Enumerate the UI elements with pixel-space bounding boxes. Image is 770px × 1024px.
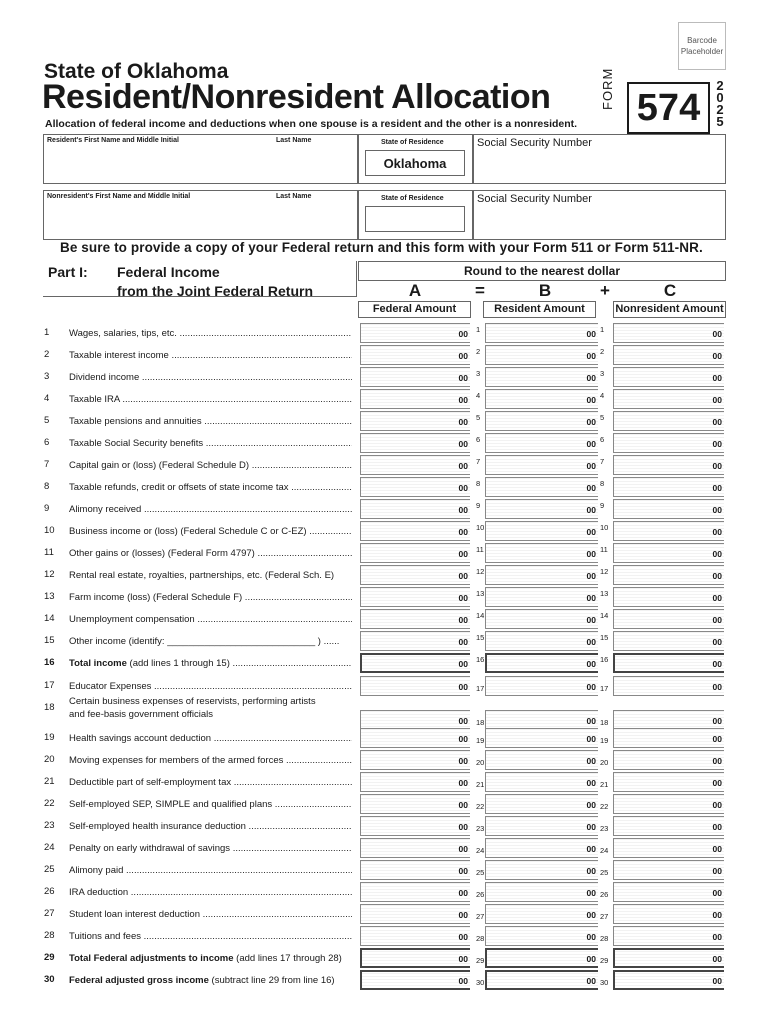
line-description [69, 481, 352, 494]
line-description-text: Dividend income [69, 372, 140, 383]
resident-state-value[interactable]: Oklahoma [365, 150, 465, 176]
tax-year: 2025 [716, 78, 724, 129]
cents-label: 00 [458, 932, 468, 942]
line-description [69, 776, 352, 789]
line-number-small: 11 [476, 545, 484, 554]
line-number-small: 2 [600, 347, 605, 356]
cents-label: 00 [712, 976, 722, 986]
cents-label: 00 [458, 505, 468, 515]
cents-label: 00 [712, 910, 722, 920]
nonresident-state-label: State of Residence [381, 195, 444, 202]
line-number-small: 1 [600, 325, 605, 334]
line-number-small: 12 [600, 567, 609, 576]
line-description [69, 974, 352, 987]
line-number: 11 [44, 547, 54, 558]
col-head-federal: Federal Amount [358, 301, 471, 318]
line-number-small: 29 [476, 956, 485, 965]
cents-label: 00 [458, 888, 468, 898]
round-note: Round to the nearest dollar [358, 261, 726, 281]
line-number-small: 15 [476, 633, 485, 642]
cents-label: 00 [458, 734, 468, 744]
line-number-small: 9 [476, 501, 481, 510]
line-number: 10 [44, 525, 55, 536]
cents-label: 00 [712, 549, 722, 559]
cents-label: 00 [712, 505, 722, 515]
line-number: 13 [44, 591, 55, 602]
line-description-text: Tuitions and fees [69, 931, 141, 942]
line-description-text: Other gains or (losses) (Federal Form 4797) [69, 548, 255, 559]
cents-label: 00 [586, 932, 596, 942]
cents-label: 00 [586, 527, 596, 537]
line-number-small: 23 [600, 824, 609, 833]
line-number: 7 [44, 459, 50, 470]
cents-label: 00 [458, 756, 468, 766]
line-number-small: 22 [600, 802, 609, 811]
cents-label: 00 [586, 373, 596, 383]
form-number: 574 [627, 82, 710, 134]
line-number-small: 13 [476, 589, 485, 598]
cents-label: 00 [586, 778, 596, 788]
cents-label: 00 [458, 954, 468, 964]
line-number: 1 [44, 327, 50, 338]
col-head-resident: Resident Amount [483, 301, 596, 318]
cents-label: 00 [712, 932, 722, 942]
cents-label: 00 [586, 483, 596, 493]
line-number: 24 [44, 842, 55, 853]
cents-label: 00 [712, 844, 722, 854]
resident-ssn-label: Social Security Number [477, 137, 592, 149]
cents-label: 00 [458, 527, 468, 537]
part-title-line2: from the Joint Federal Return [117, 283, 314, 299]
line-number-small: 7 [600, 457, 605, 466]
cents-label: 00 [712, 866, 722, 876]
cents-label: 00 [458, 417, 468, 427]
line-description [69, 635, 352, 648]
line-description [69, 680, 352, 693]
line-description-text: Self-employed health insurance deduction [69, 821, 246, 832]
line-description-text: Health savings account deduction [69, 733, 212, 744]
cents-label: 00 [712, 716, 722, 726]
line-number-small: 24 [600, 846, 609, 855]
cents-label: 00 [712, 615, 722, 625]
part-title-line1: Federal Income [117, 264, 220, 280]
line-number: 16 [44, 657, 55, 668]
line-number-small: 8 [600, 479, 605, 488]
cents-label: 00 [458, 682, 468, 692]
line-description-text: Taxable refunds, credit or offsets of state income tax [69, 482, 289, 493]
line-number-small: 19 [476, 736, 485, 745]
line-number: 4 [44, 393, 50, 404]
line-number-small: 27 [476, 912, 485, 921]
line-description-text: Educator Expenses [69, 681, 152, 692]
line-number-small: 17 [600, 684, 609, 693]
line-number-small: 21 [600, 780, 609, 789]
line-number-small: 28 [476, 934, 485, 943]
cents-label: 00 [586, 659, 596, 669]
line-description [69, 547, 352, 560]
line-description [69, 613, 352, 626]
cents-label: 00 [458, 866, 468, 876]
nonresident-state-value[interactable] [365, 206, 465, 232]
cents-label: 00 [458, 844, 468, 854]
line-number: 3 [44, 371, 50, 382]
line-number-small: 7 [476, 457, 481, 466]
cents-label: 00 [586, 461, 596, 471]
cents-label: 00 [586, 954, 596, 964]
nonresident-last-name-label: Last Name [276, 193, 312, 200]
line-number-small: 18 [476, 718, 485, 727]
line-description-text: Rental real estate, royalties, partnerships, etc. (Federal Sch. E) [69, 570, 335, 581]
line-description-text: Farm income (loss) (Federal Schedule F) [69, 592, 243, 603]
line-description [69, 459, 352, 472]
line-description-text: Deductible part of self-employment tax [69, 777, 232, 788]
form-subtitle: Allocation of federal income and deductions when one spouse is a resident and the other is a nonresident. [45, 118, 578, 130]
cents-label: 00 [712, 637, 722, 647]
barcode-line1: Barcode [687, 36, 717, 45]
line-number-small: 19 [600, 736, 609, 745]
cents-label: 00 [458, 615, 468, 625]
cents-label: 00 [712, 734, 722, 744]
line-description [69, 437, 352, 450]
cents-label: 00 [586, 844, 596, 854]
cents-label: 00 [458, 716, 468, 726]
line-number: 29 [44, 952, 55, 963]
cents-label: 00 [712, 417, 722, 427]
plus-sign: + [600, 281, 610, 300]
line-description-bold: Total Federal adjustments to income [69, 953, 234, 964]
cents-label: 00 [586, 571, 596, 581]
cents-label: 00 [458, 593, 468, 603]
equals-sign: = [475, 281, 485, 300]
line-number: 30 [44, 974, 55, 985]
line-description [69, 525, 352, 538]
cents-label: 00 [458, 822, 468, 832]
column-letter-b: B [538, 281, 552, 300]
line-number-small: 5 [600, 413, 605, 422]
line-number: 20 [44, 754, 55, 765]
barcode-line2: Placeholder [680, 47, 724, 56]
line-description-bold: Total income [69, 658, 127, 669]
cents-label: 00 [586, 505, 596, 515]
cents-label: 00 [586, 549, 596, 559]
line-number-small: 5 [476, 413, 481, 422]
cents-label: 00 [586, 417, 596, 427]
line-description-text: Business income or (loss) (Federal Schedule C or C-EZ) [69, 526, 307, 537]
line-number: 9 [44, 503, 50, 514]
line-description-text: (add lines 1 through 15) [126, 658, 230, 669]
line-number: 25 [44, 864, 55, 875]
line-number: 23 [44, 820, 55, 831]
line-number-small: 30 [476, 978, 485, 987]
line-number: 14 [44, 613, 55, 624]
line-number-small: 10 [476, 523, 485, 532]
line-number-small: 25 [476, 868, 485, 877]
line-number-small: 10 [600, 523, 609, 532]
line-number-small: 26 [476, 890, 485, 899]
cents-label: 00 [458, 659, 468, 669]
line-number-small: 28 [600, 934, 609, 943]
col-head-nonresident: Nonresident Amount [613, 301, 726, 318]
cents-label: 00 [458, 910, 468, 920]
line-description [69, 591, 352, 604]
cents-label: 00 [458, 373, 468, 383]
cents-label: 00 [712, 571, 722, 581]
line-number-small: 24 [476, 846, 485, 855]
cents-label: 00 [586, 734, 596, 744]
cents-label: 00 [712, 682, 722, 692]
cents-label: 00 [586, 756, 596, 766]
line-description-text: Alimony paid [69, 865, 124, 876]
line-number-small: 30 [600, 978, 609, 987]
cents-label: 00 [458, 778, 468, 788]
line-description [69, 732, 352, 745]
cents-label: 00 [458, 483, 468, 493]
cents-label: 00 [458, 571, 468, 581]
line-number-small: 25 [600, 868, 609, 877]
resident-first-name-label: Resident's First Name and Middle Initial [47, 137, 179, 144]
line-number-small: 3 [476, 369, 481, 378]
column-letter-a: A [408, 281, 422, 300]
line-number-small: 26 [600, 890, 609, 899]
cents-label: 00 [712, 888, 722, 898]
cents-label: 00 [458, 395, 468, 405]
line-description-text: Taxable interest income [69, 350, 169, 361]
line-number: 12 [44, 569, 55, 580]
column-letter-c: C [663, 281, 677, 300]
cents-label: 00 [712, 756, 722, 766]
line-description [69, 569, 352, 582]
line-number-small: 27 [600, 912, 609, 921]
resident-state-label: State of Residence [381, 139, 444, 146]
cents-label: 00 [712, 659, 722, 669]
line-description-text: Capital gain or (loss) (Federal Schedule D) [69, 460, 250, 471]
cents-label: 00 [712, 527, 722, 537]
cents-label: 00 [712, 800, 722, 810]
form-title: Resident/Nonresident Allocation [42, 78, 551, 116]
line-description-text2: and fee-basis government officials [69, 709, 213, 720]
line-number-small: 2 [476, 347, 481, 356]
cents-label: 00 [458, 637, 468, 647]
line-description [69, 349, 352, 362]
cents-label: 00 [458, 351, 468, 361]
cents-label: 00 [586, 637, 596, 647]
cents-label: 00 [712, 954, 722, 964]
line-number: 27 [44, 908, 55, 919]
line-description [69, 886, 352, 899]
resident-last-name-label: Last Name [276, 137, 312, 144]
line-number-small: 16 [600, 655, 609, 664]
cents-label: 00 [712, 822, 722, 832]
line-number-small: 18 [600, 718, 609, 727]
line-description [69, 657, 352, 670]
form-word: FORM [600, 67, 615, 110]
line-number-small: 4 [476, 391, 481, 400]
nonresident-ssn-label: Social Security Number [477, 193, 592, 205]
line-description [69, 930, 352, 943]
part-label: Part I: [48, 264, 88, 280]
line-number-small: 11 [600, 545, 608, 554]
line-description-text: Alimony received [69, 504, 142, 515]
line-number-small: 17 [476, 684, 485, 693]
line-description [69, 842, 352, 855]
line-description-text: Student loan interest deduction [69, 909, 200, 920]
cents-label: 00 [586, 716, 596, 726]
line-number: 21 [44, 776, 55, 787]
cents-label: 00 [586, 351, 596, 361]
line-number-small: 20 [600, 758, 609, 767]
cents-label: 00 [586, 888, 596, 898]
line-number: 15 [44, 635, 55, 646]
line-number-small: 14 [476, 611, 485, 620]
line-number-small: 4 [600, 391, 605, 400]
cents-label: 00 [712, 395, 722, 405]
line-description [69, 695, 352, 723]
cents-label: 00 [586, 822, 596, 832]
line-description [69, 393, 352, 406]
line-number-small: 9 [600, 501, 605, 510]
line-description-text: Certain business expenses of reservists, performing artists [69, 696, 316, 707]
line-description [69, 371, 352, 384]
cents-label: 00 [586, 800, 596, 810]
line-description [69, 864, 352, 877]
state-name: State of Oklahoma [44, 60, 229, 83]
line-description [69, 908, 352, 921]
cents-label: 00 [712, 329, 722, 339]
cents-label: 00 [712, 483, 722, 493]
line-number: 22 [44, 798, 55, 809]
line-description-text: (add lines 17 through 28) [233, 953, 342, 964]
line-number: 6 [44, 437, 50, 448]
cents-label: 00 [712, 373, 722, 383]
cents-label: 00 [458, 549, 468, 559]
line-description [69, 952, 352, 965]
line-number-small: 3 [600, 369, 605, 378]
line-number: 28 [44, 930, 55, 941]
cents-label: 00 [586, 910, 596, 920]
line-description [69, 503, 352, 516]
line-description-bold: Federal adjusted gross income [69, 975, 209, 986]
line-number-small: 6 [600, 435, 605, 444]
line-number-small: 15 [600, 633, 609, 642]
line-description-text: Moving expenses for members of the armed forces [69, 755, 284, 766]
line-number-small: 29 [600, 956, 609, 965]
notice-text: Be sure to provide a copy of your Federal return and this form with your Form 511 or Form 511-NR. [60, 240, 703, 255]
cents-label: 00 [458, 461, 468, 471]
line-description [69, 327, 352, 340]
cents-label: 00 [586, 439, 596, 449]
cents-label: 00 [712, 461, 722, 471]
line-description-text: Self-employed SEP, SIMPLE and qualified plans [69, 799, 273, 810]
line-description-text: Unemployment compensation [69, 614, 195, 625]
line-description-text: IRA deduction [69, 887, 129, 898]
line-number: 26 [44, 886, 55, 897]
line-number: 2 [44, 349, 50, 360]
cents-label: 00 [712, 778, 722, 788]
cents-label: 00 [586, 593, 596, 603]
cents-label: 00 [712, 593, 722, 603]
line-number-small: 21 [476, 780, 485, 789]
barcode-placeholder [678, 22, 726, 70]
line-description-text: Taxable IRA [69, 394, 120, 405]
cents-label: 00 [586, 682, 596, 692]
line-number-small: 16 [476, 655, 485, 664]
line-number: 18 [44, 702, 55, 713]
line-number-small: 6 [476, 435, 481, 444]
cents-label: 00 [712, 351, 722, 361]
line-description-text: Other income (identify: ____________________________ ) ...... [69, 636, 340, 647]
line-description-text: Taxable Social Security benefits [69, 438, 204, 449]
cents-label: 00 [586, 615, 596, 625]
cents-label: 00 [458, 976, 468, 986]
cents-label: 00 [712, 439, 722, 449]
line-number: 5 [44, 415, 50, 426]
nonresident-first-name-label: Nonresident's First Name and Middle Initial [47, 193, 191, 200]
line-number-small: 23 [476, 824, 485, 833]
line-number-small: 14 [600, 611, 609, 620]
line-description [69, 415, 352, 428]
line-number: 8 [44, 481, 50, 492]
cents-label: 00 [586, 976, 596, 986]
line-description-text: (subtract line 29 from line 16) [208, 975, 335, 986]
line-number: 19 [44, 732, 55, 743]
line-number-small: 13 [600, 589, 609, 598]
line-number-small: 1 [476, 325, 481, 334]
cents-label: 00 [458, 439, 468, 449]
line-number-small: 12 [476, 567, 485, 576]
cents-label: 00 [586, 866, 596, 876]
line-description [69, 798, 352, 811]
cents-label: 00 [458, 329, 468, 339]
line-number-small: 22 [476, 802, 485, 811]
line-description [69, 820, 352, 833]
line-description [69, 754, 352, 767]
line-number: 17 [44, 680, 55, 691]
cents-label: 00 [586, 395, 596, 405]
cents-label: 00 [458, 800, 468, 810]
line-number-small: 8 [476, 479, 481, 488]
line-description-text: Penalty on early withdrawal of savings [69, 843, 231, 854]
line-description-text: Taxable pensions and annuities [69, 416, 202, 427]
cents-label: 00 [586, 329, 596, 339]
line-description-text: Wages, salaries, tips, etc. [69, 328, 177, 339]
line-number-small: 20 [476, 758, 485, 767]
